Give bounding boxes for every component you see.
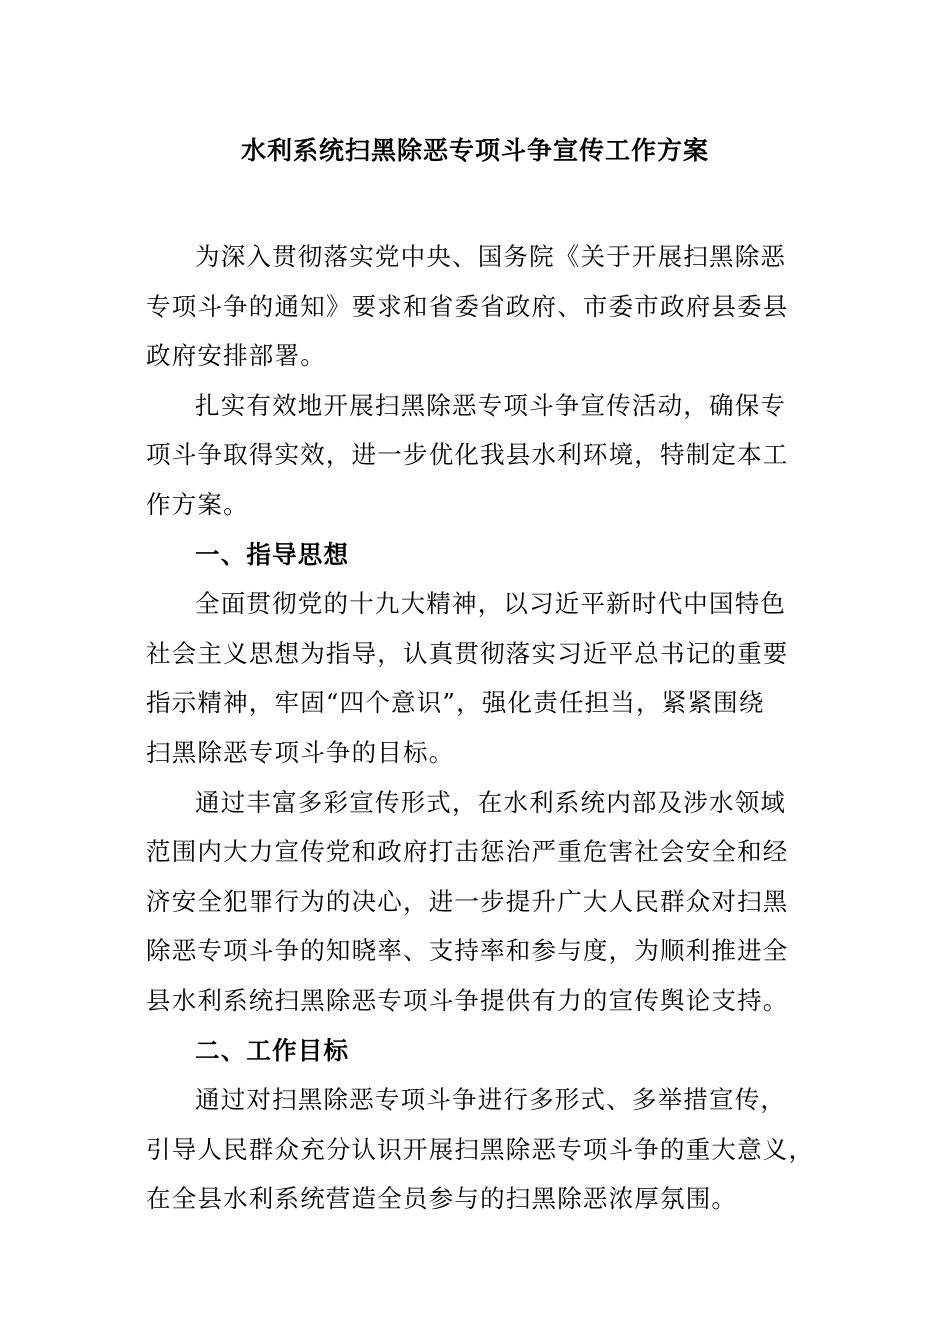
paragraph-guiding-ideology-1 — [146, 579, 808, 777]
text-line: 项斗争取得实效，进一步优化我县水利环境，特制定本工 — [146, 440, 789, 470]
text-line: 扫黑除恶专项斗争的目标。 — [146, 737, 455, 767]
text-line: 全面贯彻党的十九大精神，以习近平新时代中国特色 — [195, 589, 787, 619]
text-line: 社会主义思想为指导，认真贯彻落实习近平总书记的重要 — [146, 638, 789, 668]
section-heading-guiding-ideology: 一、指导思想 — [195, 539, 350, 569]
text-line: 扎实有效地开展扫黑除恶专项斗争宣传活动，确保专 — [195, 390, 787, 420]
paragraph-guiding-ideology-2 — [146, 778, 808, 1026]
text-line: 除恶专项斗争的知晓率、支持率和参与度，为顺利推进全 — [146, 936, 789, 966]
text-line: 通过对扫黑除恶专项斗争进行多形式、多举措宣传， — [195, 1085, 787, 1115]
document-title: 水利系统扫黑除恶专项斗争宣传工作方案 — [240, 136, 709, 165]
text-line: 为深入贯彻落实党中央、国务院《关于开展扫黑除恶 — [195, 242, 787, 271]
text-line: 指示精神，牢固“四个意识”，强化责任担当，紧紧围绕 — [146, 688, 765, 718]
document-body — [146, 232, 815, 1224]
text-line: 县水利系统扫黑除恶专项斗争提供有力的宣传舆论支持。 — [146, 985, 789, 1015]
text-line: 引导人民群众充分认识开展扫黑除恶专项斗争的重大意义， — [146, 1134, 815, 1164]
paragraph-work-goals — [146, 1075, 815, 1224]
text-line: 通过丰富多彩宣传形式，在水利系统内部及涉水领域 — [195, 787, 787, 817]
text-line: 在全县水利系统营造全员参与的扫黑除恶浓厚氛围。 — [146, 1184, 738, 1214]
paragraph-intro-2 — [146, 381, 808, 530]
text-line: 济安全犯罪行为的决心，进一步提升广大人民群众对扫黑 — [146, 886, 789, 916]
text-line: 作方案。 — [146, 489, 249, 519]
text-line: 政府安排部署。 — [146, 341, 326, 371]
text-line: 专项斗争的通知》要求和省委省政府、市委市政府县委县 — [146, 291, 789, 321]
paragraph-intro-1 — [146, 232, 808, 381]
text-line: 范围内大力宣传党和政府打击惩治严重危害社会安全和经 — [146, 837, 789, 867]
section-heading-work-goals: 二、工作目标 — [195, 1035, 350, 1065]
